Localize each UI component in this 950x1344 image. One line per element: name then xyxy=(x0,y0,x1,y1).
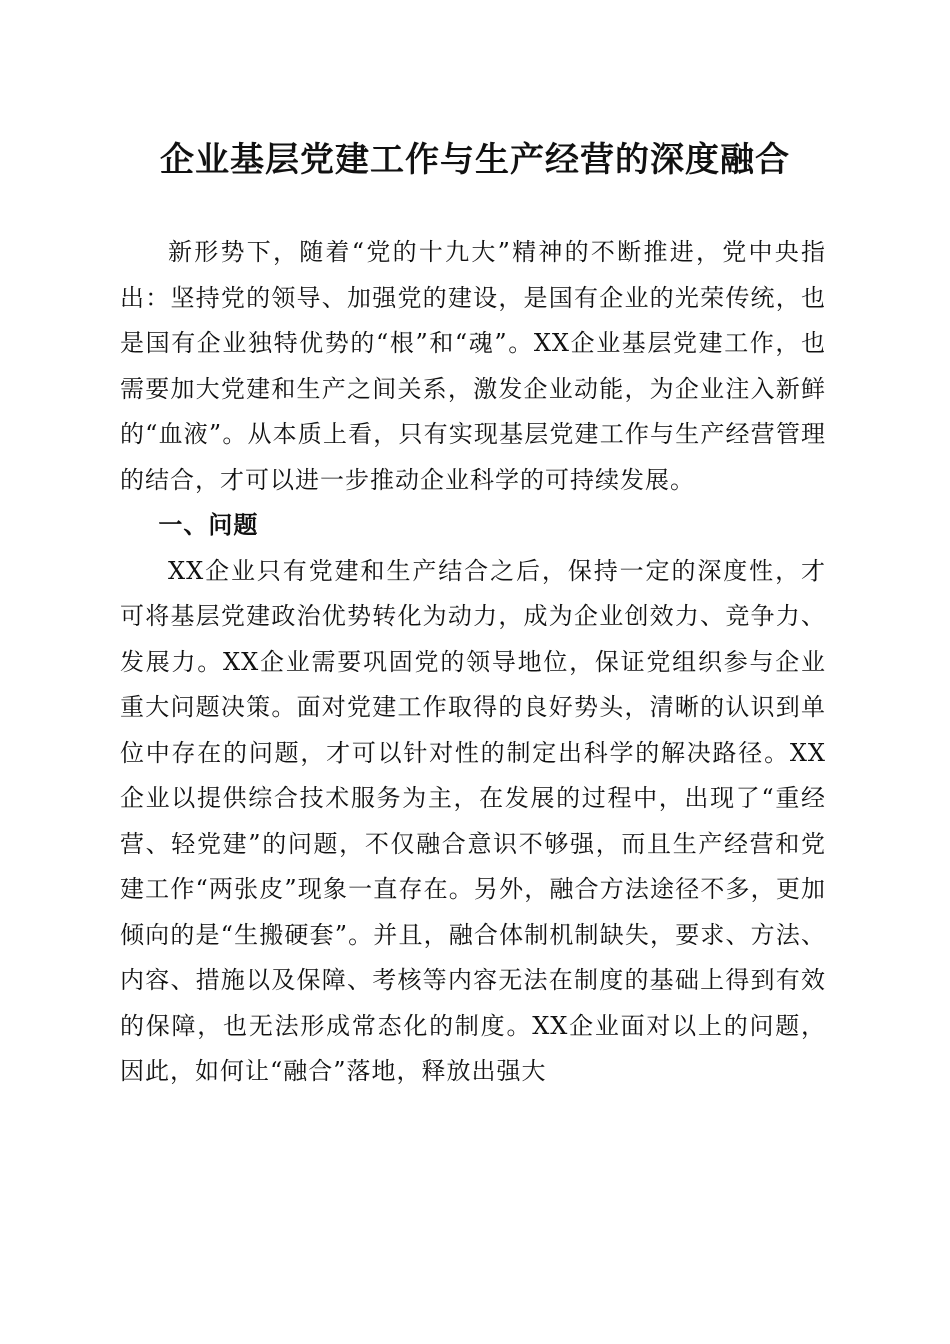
document-title: 企业基层党建工作与生产经营的深度融合 xyxy=(160,140,790,180)
section-heading: 一、问题 xyxy=(158,511,259,539)
problem-paragraph: XX企业只有党建和生产结合之后，保持一定的深度性，才可将基层党建政治优势转化为动力，成为企业创效力、竞争力、发展力。XX企业需要巩固党的领导地位，保证党组织参与企业重大问题决策。面对党建工作取得的良好势头，清晰的认识到单位中存在的问题，才可以针对性的制定出科学的解决路径。XX企业以提供综合技术服务为主，在发展的过程中，出现了“重经营、轻党建”的问题，不仅融合意识不够强，而且生产经营和党建工作“两张皮”现象一直存在。另外，融合方法途径不多，更加倾向的是“生搬硬套”。并且，融合体制机制缺失，要求、方法、内容、措施以及保障、考核等内容无法在制度的基础上得到有效的保障，也无法形成常态化的制度。XX企业面对以上的问题，因此，如何让“融合”落地，释放出强大 xyxy=(120,556,826,1085)
intro-paragraph: 新形势下，随着“党的十九大”精神的不断推进，党中央指出：坚持党的领导、加强党的建设，是国有企业的光荣传统，也是国有企业独特优势的“根”和“魂”。XX企业基层党建工作，也需要加大党建和生产之间关系，激发企业动能，为企业注入新鲜的“血液”。从本质上看，只有实现基层党建工作与生产经营管理的结合，才可以进一步推动企业科学的可持续发展。 xyxy=(120,238,826,494)
document-body xyxy=(120,230,826,1095)
